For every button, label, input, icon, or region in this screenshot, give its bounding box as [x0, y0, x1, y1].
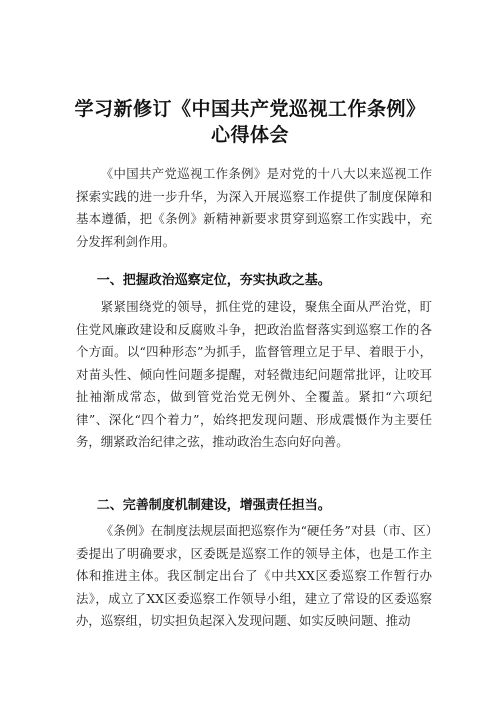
section-2-paragraph: 《条例》在制度法规层面把巡察作为“硬任务”对县（市、区）委提出了明确要求，区委既是巡察工作的领导主体，也是工作主体和推进主体。我区制定出台了《中共XX区委巡察工作暂行办法》，成立了XX区委巡察工作领导小组，建立了常设的区委巡察办，巡察组，切实担负起深入发现问题、如实反映问题、推动: [76, 523, 432, 628]
section-heading-1: 一、把握政治巡察定位，夯实执政之基。: [96, 273, 331, 288]
document-title-line1: 学习新修订《中国共产党巡视工作条例》: [74, 98, 426, 120]
document-title-line2: 心得体会: [210, 124, 289, 146]
section-heading-2: 二、完善制度机制建设，增强责任担当。: [96, 498, 331, 513]
section-1-paragraph: 紧紧围绕党的领导，抓住党的建设，聚焦全面从严治党，盯住党风廉政建设和反腐败斗争，把政治监督落实到巡察工作的各个方面。以“四种形态”为抓手，监督管理立足于早、着眼于小，对苗头性、倾向性问题多提醒，对轻微违纪问题常批评，让咬耳扯袖渐成常态，做到管党治党无例外、全覆盖。紧扣“六项纪律”、深化“四个着力”，始终把发现问题、形成震慑作为主要任务，绷紧政治纪律之弦，推动政治生态向好向善。: [76, 299, 432, 449]
intro-paragraph: 《中国共产党巡视工作条例》是对党的十八大以来巡视工作探索实践的进一步升华，为深入开展巡察工作提供了制度保障和基本遵循，把《条例》新精神新要求贯穿到巡察工作实践中，充分发挥利剑作用。: [76, 166, 432, 249]
